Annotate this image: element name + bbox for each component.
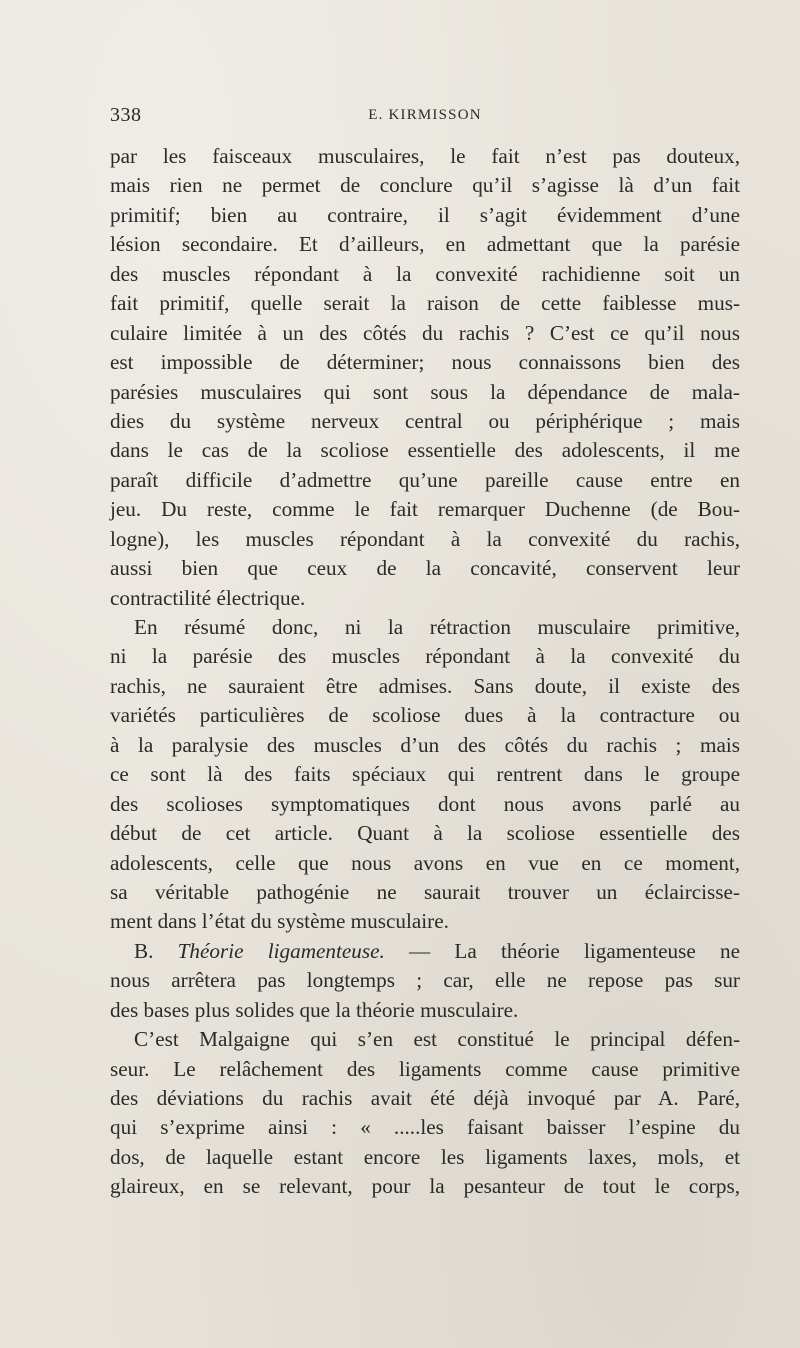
text-line: ni la parésie des muscles répondant à la convexité du [110,644,740,669]
section-rest: — La théorie ligamenteuse ne [384,938,740,963]
text-line: variétés particulières de scoliose dues à la contracture ou [110,703,740,728]
body-text [110,142,740,1202]
text-line: glaireux, en se relevant, pour la pesanteur de tout le corps, [110,1174,740,1199]
running-head: E. KIRMISSON [368,107,482,123]
text-line: En résumé donc, ni la rétraction musculaire primitive, [134,615,740,639]
text-line: début de cet article. Quant à la scoliose essentielle des [110,821,740,846]
text-line: paraît difficile d’admettre qu’une pareille cause entre en [110,467,740,492]
text-line: culaire limitée à un des côtés du rachis ? C’est ce qu’il nous [110,320,740,345]
text-line: rachis, ne sauraient être admises. Sans doute, il existe des [110,673,740,698]
text-line: seur. Le relâchement des ligaments comme cause primitive [110,1056,740,1081]
page-header [110,104,740,134]
text-line: aussi bien que ceux de la concavité, conservent leur [110,556,740,581]
text-line: lésion secondaire. Et d’ailleurs, en admettant que la parésie [110,232,740,257]
section-title: Théorie ligamenteuse. [177,938,385,963]
text-line: mais rien ne permet de conclure qu’il s’agisse là d’un fait [110,173,740,198]
text-line: des muscles répondant à la convexité rachidienne soit un [110,261,740,286]
text-line: des déviations du rachis avait été déjà invoqué par A. Paré, [110,1086,740,1110]
text-line: contractilité électrique. [110,585,306,610]
section-letter: B. [134,938,154,963]
text-line: jeu. Du reste, comme le fait remarquer Duchenne (de Bou- [110,497,740,522]
text-line: sa véritable pathogénie ne saurait trouver un éclaircisse- [110,879,740,904]
text-line: des scolioses symptomatiques dont nous avons parlé au [110,791,740,816]
text-line: à la paralysie des muscles d’un des côtés du rachis ; mais [110,732,740,757]
text-line: qui s’exprime ainsi : « .....les faisant baisser l’espine du [110,1115,740,1140]
text-line: C’est Malgaigne qui s’en est constitué le principal défen- [134,1027,740,1052]
section-heading-line [110,937,740,966]
text-line: logne), les muscles répondant à la convexité du rachis, [110,526,740,551]
text-line: par les faisceaux musculaires, le fait n’est pas douteux, [110,144,740,168]
text-line: est impossible de déterminer; nous connaissons bien des [110,350,740,375]
text-line: des bases plus solides que la théorie musculaire. [110,997,519,1022]
text-line: parésies musculaires qui sont sous la dépendance de mala- [110,379,740,404]
text-line: fait primitif, quelle serait la raison de cette faiblesse mus- [110,291,740,316]
text-line: ment dans l’état du système musculaire. [110,909,449,934]
text-line: adolescents, celle que nous avons en vue en ce moment, [110,850,740,875]
text-line: primitif; bien au contraire, il s’agit évidemment d’une [110,202,740,227]
text-line: nous arrêtera pas longtemps ; car, elle ne repose pas sur [110,968,740,993]
text-line: dans le cas de la scoliose essentielle des adolescents, il me [110,438,740,463]
text-line: ce sont là des faits spéciaux qui rentrent dans le groupe [110,762,740,787]
text-line: dies du système nerveux central ou périphérique ; mais [110,408,740,433]
page-number: 338 [110,104,142,126]
text-line: dos, de laquelle estant encore les ligaments laxes, mols, et [110,1144,740,1169]
